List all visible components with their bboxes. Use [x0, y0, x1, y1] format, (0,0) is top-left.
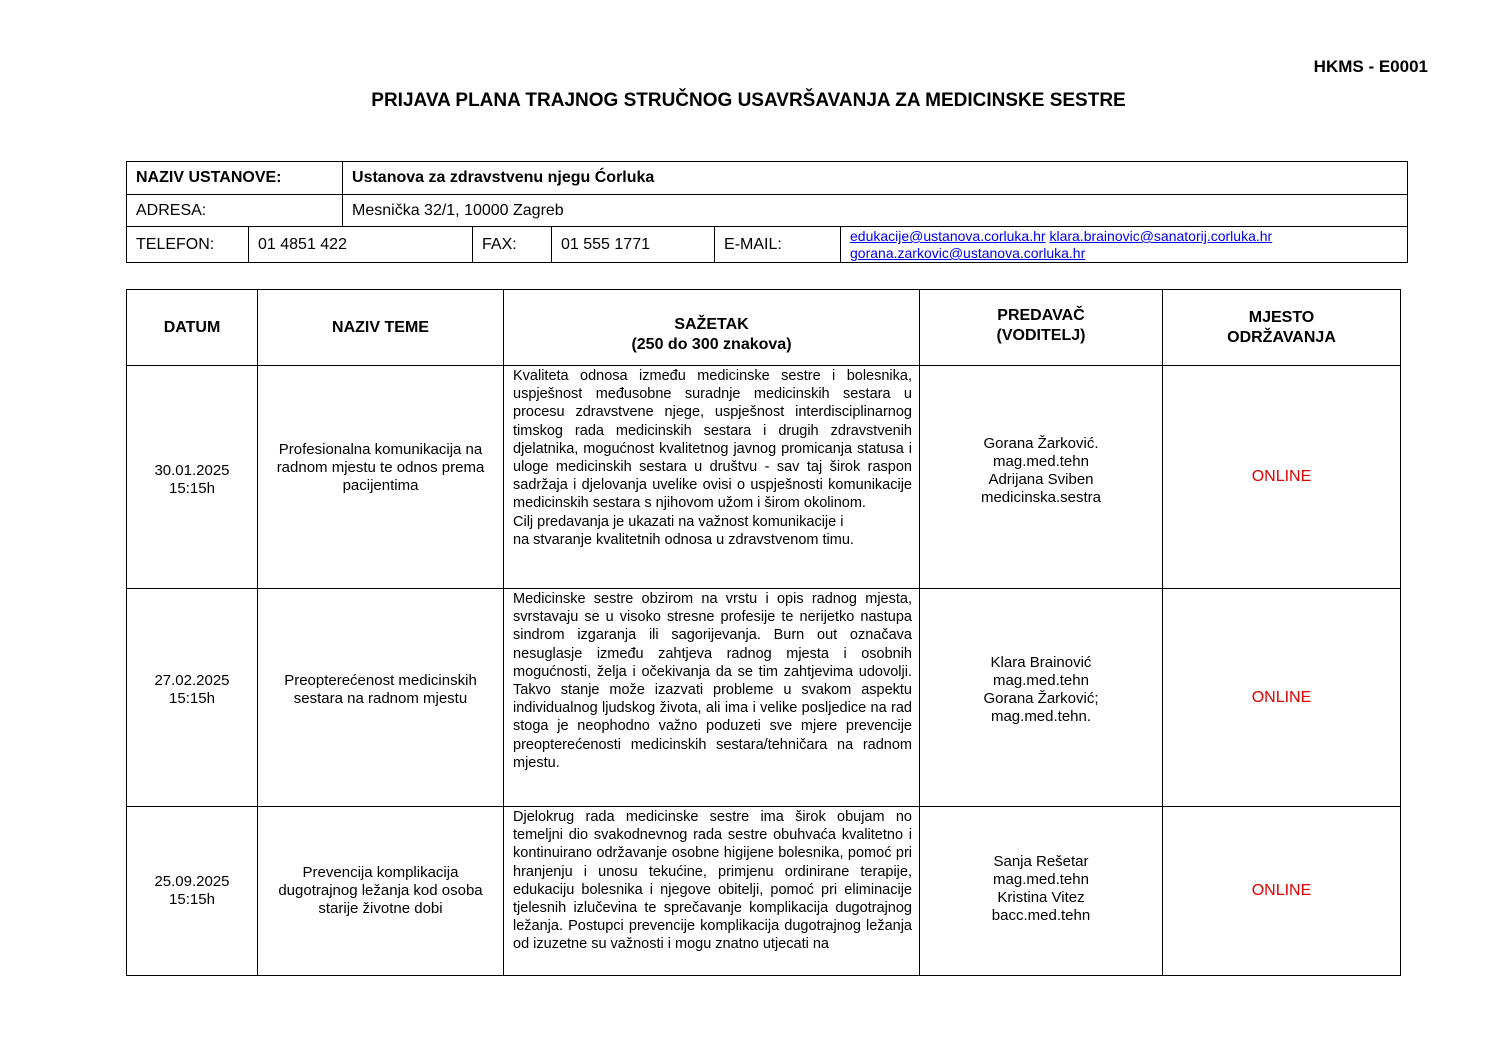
- address-value: Mesnička 32/1, 10000 Zagreb: [343, 195, 1408, 227]
- row-summary: Medicinske sestre obzirom na vrstu i opis radnog mjesta, svrstavaju se u visoko stresne profesije te nerijetko nastupa sindrom izgaranja ili sagorijevanja. Burn out označava nesuglasje između zahtjeva radnog mjesta i osobnih mogućnosti, želja i očekivanja da se tim zahtjevima udovolji. Takvo stanje može izazvati probleme u svakom aspektu individualnog ljudskog života, ali ima i velike posljedice na rad stoga je neophodno važno poduzeti sve mjere prevencije preopterećenosti medicinskih sestara/tehničara na radnom mjestu.: [504, 589, 920, 807]
- row-date: 25.09.2025 15:15h: [127, 807, 258, 976]
- row-topic: Prevencija komplikacija dugotrajnog ležanja kod osoba starije životne dobi: [258, 807, 504, 976]
- header-topic: NAZIV TEME: [258, 290, 504, 366]
- row-location: ONLINE: [1163, 807, 1401, 976]
- institution-name-label: NAZIV USTANOVE:: [127, 162, 343, 195]
- email-link-1[interactable]: edukacije@ustanova.corluka.hr: [850, 228, 1046, 244]
- row-topic: Profesionalna komunikacija na radnom mjestu te odnos prema pacijentima: [258, 366, 504, 589]
- table-row: [127, 589, 1401, 807]
- header-date: DATUM: [127, 290, 258, 366]
- table-row: [127, 366, 1401, 589]
- fax-value: 01 555 1771: [552, 227, 715, 263]
- email-label: E-MAIL:: [715, 227, 841, 263]
- institution-name-value: Ustanova za zdravstvenu njegu Ćorluka: [343, 162, 1408, 195]
- row-summary: Djelokrug rada medicinske sestre ima širok obujam no temeljni dio svakodnevnog rada sestre obuhvaća kvalitetno i kontinuirano održavanje osobne higijene bolesnika, pomoć pri hranjenju i unosu tekućine, primjenu ordinirane terapije, edukaciju bolesnika i njegove obitelji, pomoć pri eliminacije tjelesnih izlučevina te sprečavanje komplikacija dugotrajnog ležanja. Postupci prevencije komplikacija dugotrajnog ležanja od izuzetne su važnosti i mogu znatno utjecati na: [504, 807, 920, 976]
- email-link-3[interactable]: gorana.zarkovic@ustanova.corluka.hr: [850, 245, 1086, 261]
- table-row: [127, 807, 1401, 976]
- row-date: 30.01.2025 15:15h: [127, 366, 258, 589]
- row-summary: Kvaliteta odnosa između medicinske sestre i bolesnika, uspješnost međusobne suradnje medicinskih sestara u procesu zdravstvene njege, uspješnost interdisciplinarnog timskog rada medicinskih sestara i drugih zdravstvenih djelatnika, mogućnost kvalitetnog javnog promicanja statusa i uloge medicinskih sestara u društvu - sav taj širok raspon sadržaja i djelovanja uvelike ovisi o uspješnosti komunikacije medicinskih sestara s njihovom užom i širom okolinom. Cilj predavanja je ukazati na važnost komunikacije i na stvaranje kvalitetnih odnosa u zdravstvenom timu.: [504, 366, 920, 589]
- email-link-2[interactable]: klara.brainovic@sanatorij.corluka.hr: [1049, 228, 1273, 244]
- email-list: [841, 227, 1408, 263]
- phone-label: TELEFON:: [127, 227, 249, 263]
- training-plan-table: [126, 289, 1401, 976]
- row-lecturer: Klara Brainović mag.med.tehn Gorana Žarković; mag.med.tehn.: [920, 589, 1163, 807]
- form-code: HKMS - E0001: [1313, 57, 1428, 76]
- phone-value: 01 4851 422: [249, 227, 473, 263]
- header-lecturer: PREDAVAČ (VODITELJ): [920, 290, 1163, 366]
- row-date: 27.02.2025 15:15h: [127, 589, 258, 807]
- row-lecturer: Gorana Žarković. mag.med.tehn Adrijana Sviben medicinska.sestra: [920, 366, 1163, 589]
- page-title: PRIJAVA PLANA TRAJNOG STRUČNOG USAVRŠAVANJA ZA MEDICINSKE SESTRE: [371, 90, 1126, 111]
- header-location: MJESTO ODRŽAVANJA: [1163, 290, 1401, 366]
- institution-table: [126, 161, 1408, 263]
- row-location: ONLINE: [1163, 589, 1401, 807]
- address-label: ADRESA:: [127, 195, 343, 227]
- row-location: ONLINE: [1163, 366, 1401, 589]
- header-summary: SAŽETAK (250 do 300 znakova): [504, 290, 920, 366]
- table-header-row: [127, 290, 1401, 366]
- row-topic: Preopterećenost medicinskih sestara na radnom mjestu: [258, 589, 504, 807]
- row-lecturer: Sanja Rešetar mag.med.tehn Kristina Vitez bacc.med.tehn: [920, 807, 1163, 976]
- fax-label: FAX:: [473, 227, 552, 263]
